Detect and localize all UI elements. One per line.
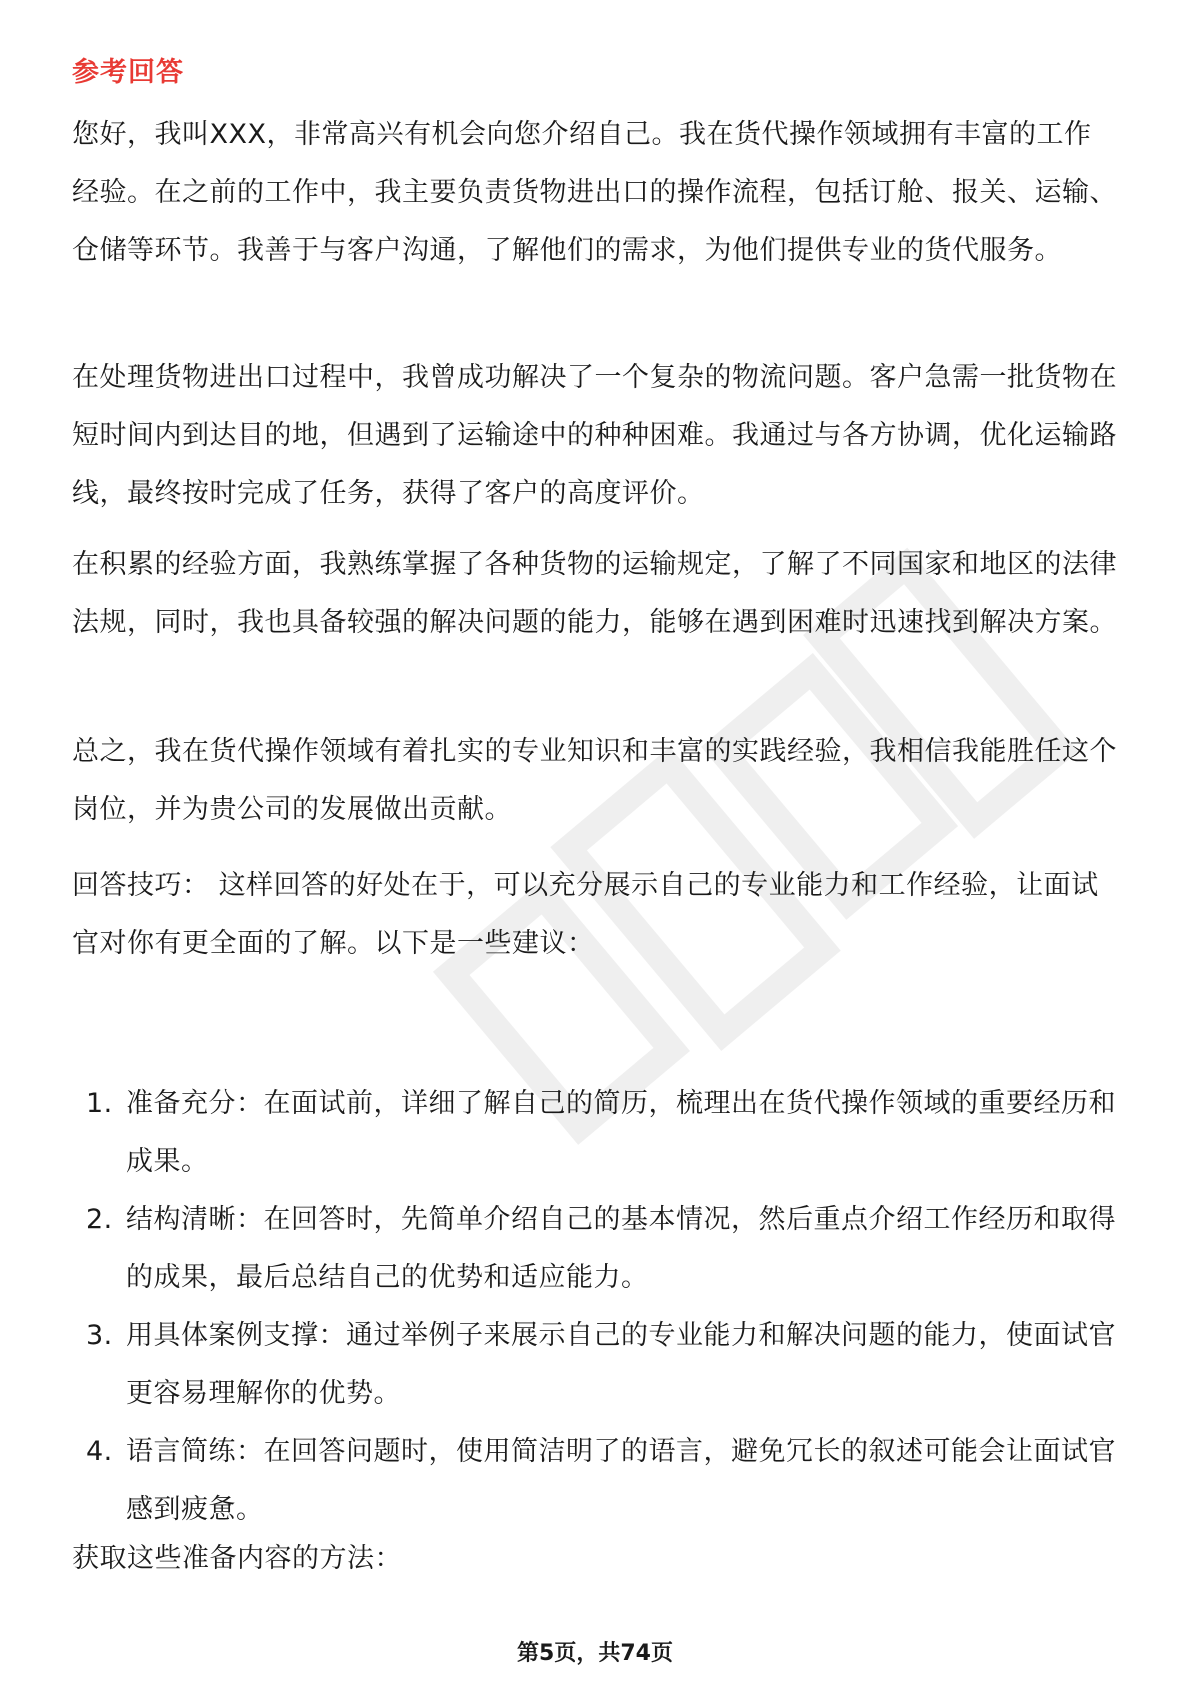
- experience-paragraph: 在处理货物进出口过程中，我曾成功解决了一个复杂的物流问题。客户急需一批货物在短时间内到达目的地，但遇到了运输途中的种种困难。我通过与各方协调，优化运输路线，最终按时完成了任务，获得了客户的高度评价。: [72, 362, 1117, 509]
- list-item-text: 语言简练：在回答问题时，使用简洁明了的语言，避免冗长的叙述可能会让面试官感到疲惫。: [126, 1436, 1116, 1525]
- summary-paragraph: 总之，我在货代操作领域有着扎实的专业知识和丰富的实践经验，我相信我能胜任这个岗位，并为贵公司的发展做出贡献。: [72, 736, 1117, 825]
- list-item-text: 准备充分：在面试前，详细了解自己的简历，梳理出在货代操作领域的重要经历和成果。: [126, 1088, 1116, 1177]
- list-item: [72, 1075, 1118, 1191]
- list-item-number: 3.: [86, 1320, 113, 1351]
- list-item-number: 2.: [86, 1204, 113, 1235]
- list-item-number: 1.: [86, 1088, 113, 1119]
- section-heading: 参考回答: [72, 57, 184, 88]
- tips-list: [72, 1075, 1118, 1539]
- list-item: [72, 1191, 1118, 1307]
- list-item-text: 用具体案例支撑：通过举例子来展示自己的专业能力和解决问题的能力，使面试官更容易理解你的优势。: [126, 1320, 1116, 1409]
- intro-paragraph: 您好，我叫XXX，非常高兴有机会向您介绍自己。我在货代操作领域拥有丰富的工作经验。在之前的工作中，我主要负责货物进出口的操作流程，包括订舱、报关、运输、仓储等环节。我善于与客户沟通，了解他们的需求，为他们提供专业的货代服务。: [72, 119, 1117, 266]
- list-item-text: 结构清晰：在回答时，先简单介绍自己的基本情况，然后重点介绍工作经历和取得的成果，最后总结自己的优势和适应能力。: [126, 1204, 1116, 1293]
- list-item: [72, 1307, 1118, 1423]
- tips-intro-paragraph: 回答技巧： 这样回答的好处在于，可以充分展示自己的专业能力和工作经验，让面试官对你有更全面的了解。以下是一些建议：: [72, 870, 1099, 959]
- skills-paragraph: 在积累的经验方面，我熟练掌握了各种货物的运输规定，了解了不同国家和地区的法律法规，同时，我也具备较强的解决问题的能力，能够在遇到困难时迅速找到解决方案。: [72, 549, 1117, 638]
- list-item: [72, 1423, 1118, 1539]
- closing-paragraph: 获取这些准备内容的方法：: [72, 1543, 402, 1574]
- page-number-footer: 第5页，共74页: [517, 1641, 673, 1666]
- list-item-number: 4.: [86, 1436, 113, 1467]
